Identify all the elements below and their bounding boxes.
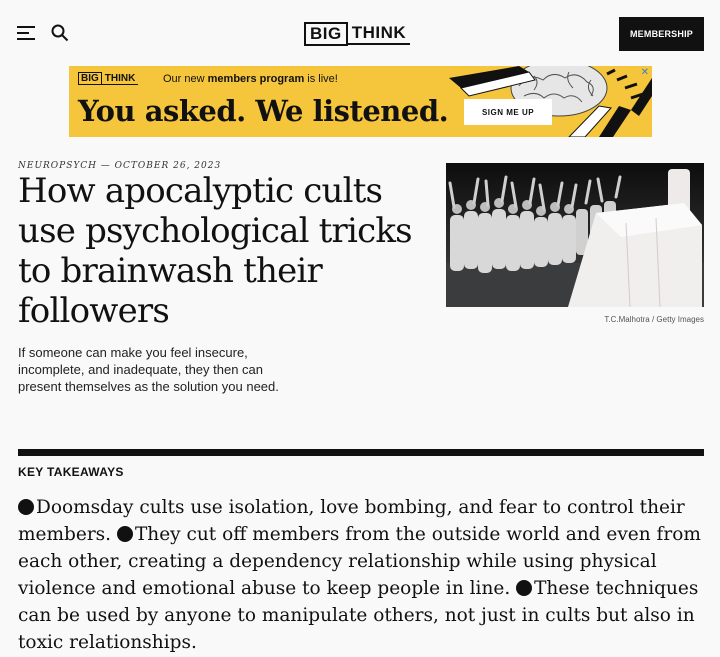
- sign-me-up-button[interactable]: SIGN ME UP: [464, 99, 552, 125]
- image-credit: T.C.Malhotra / Getty Images: [604, 315, 704, 324]
- ad-tag-suffix: is live!: [304, 73, 338, 85]
- article-eyebrow[interactable]: NEUROPSYCH — OCTOBER 26, 2023: [18, 161, 222, 171]
- ad-close-icon[interactable]: ✕: [640, 67, 649, 78]
- bullet-icon: [117, 526, 133, 542]
- takeaway-item: These techniques can be used by anyone to manipulate others, not just in cults but also in toxic relationships.: [18, 578, 699, 653]
- logo-think: THINK: [348, 23, 410, 45]
- bullet-icon: [516, 580, 532, 596]
- ad-logo-think: THINK: [102, 73, 139, 85]
- hero-image: [446, 163, 704, 307]
- key-takeaways-list: [18, 494, 708, 656]
- section-divider: [18, 449, 704, 456]
- search-icon[interactable]: [51, 24, 69, 42]
- logo-big: BIG: [304, 22, 348, 46]
- article-dek: If someone can make you feel insecure, incomplete, and inadequate, they then can present themselves as the solution you need.: [18, 345, 279, 394]
- membership-button[interactable]: MEMBERSHIP: [619, 17, 704, 51]
- article-title: How apocalyptic cults use psychological tricks to brainwash their followers: [18, 171, 412, 331]
- site-header: [0, 0, 720, 66]
- ad-tag-prefix: Our new: [163, 73, 208, 85]
- takeaway-item: Doomsday cults use isolation, love bombing, and fear to control their members.: [18, 497, 685, 545]
- ad-banner[interactable]: [69, 66, 652, 137]
- site-logo[interactable]: [304, 21, 410, 47]
- ad-tag-bold: members program: [207, 73, 305, 85]
- takeaway-item: They cut off members from the outside world and even from each other, creating a dependency relationship while using physical violence and emotional abuse to keep people in line.: [18, 524, 701, 599]
- menu-icon[interactable]: [17, 24, 35, 40]
- ad-logo-big: BIG: [78, 72, 102, 85]
- ad-logo: [78, 72, 138, 85]
- ad-tagline: [163, 73, 338, 85]
- bullet-icon: [18, 499, 34, 515]
- ad-headline: You asked. We listened.: [78, 94, 449, 128]
- key-takeaways-label: KEY TAKEAWAYS: [18, 465, 124, 479]
